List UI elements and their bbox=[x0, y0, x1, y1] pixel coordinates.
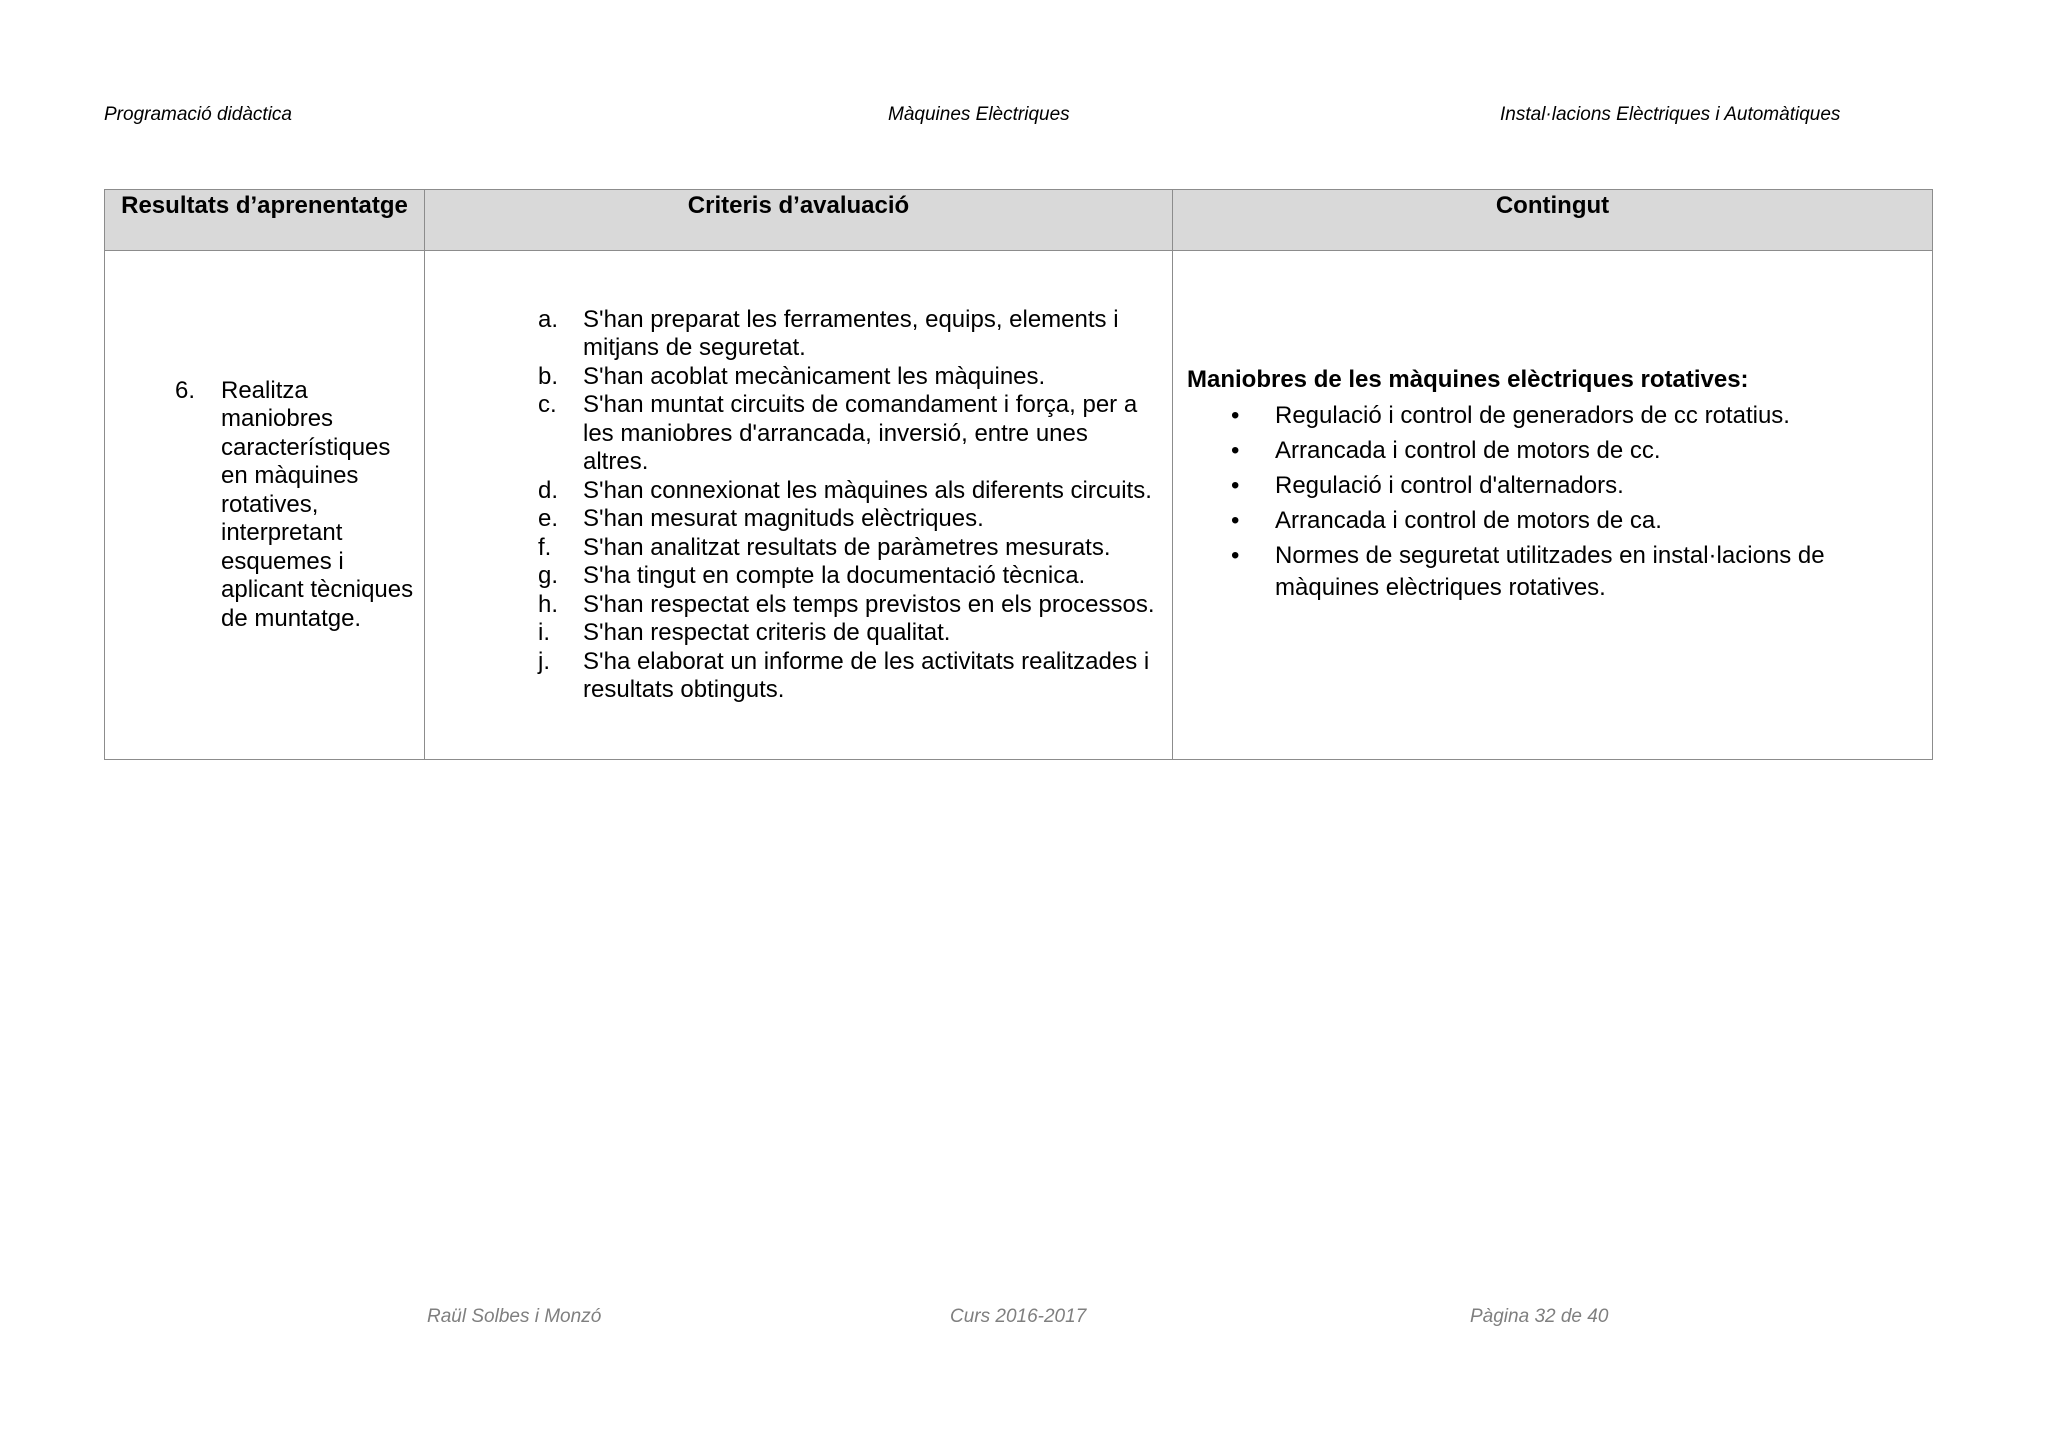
header-results: Resultats d’aprenentatge bbox=[105, 190, 425, 251]
bullet-icon: • bbox=[1231, 506, 1240, 534]
header-criteria: Criteris d’avaluació bbox=[425, 190, 1173, 251]
footer-author: Raül Solbes i Monzó bbox=[427, 1306, 602, 1327]
criteria-letter: d. bbox=[538, 476, 559, 504]
content-heading: Maniobres de les màquines elèctriques rotatives: bbox=[1187, 365, 1749, 393]
bullet-icon: • bbox=[1231, 436, 1240, 464]
bullet-icon: • bbox=[1231, 541, 1240, 569]
criteria-letter: j. bbox=[538, 647, 550, 675]
content-item-text: Regulació i control d'alternadors. bbox=[1275, 471, 1624, 499]
criteria-text: S'han acoblat mecànicament les màquines. bbox=[583, 362, 1046, 390]
criteria-text: S'han preparat les ferramentes, equips, elements i mitjans de seguretat. bbox=[583, 305, 1119, 361]
footer-page-number: Pàgina 32 de 40 bbox=[1470, 1306, 1609, 1327]
list-item bbox=[538, 477, 1158, 506]
content-cell bbox=[1173, 251, 1933, 760]
criteria-letter: h. bbox=[538, 590, 559, 618]
criteria-text: S'han connexionat les màquines als diferents circuits. bbox=[583, 476, 1152, 504]
result-number: 6. bbox=[175, 376, 196, 404]
bullet-icon: • bbox=[1231, 471, 1240, 499]
list-item bbox=[1231, 470, 1918, 502]
table-header-row bbox=[105, 190, 1933, 251]
list-item bbox=[538, 391, 1158, 477]
criteria-letter: g. bbox=[538, 562, 559, 589]
list-item bbox=[538, 648, 1158, 705]
criteria-letter: e. bbox=[538, 505, 559, 532]
criteria-letter: i. bbox=[538, 619, 550, 646]
criteria-letter: c. bbox=[538, 391, 557, 418]
table-row bbox=[105, 251, 1933, 760]
list-item bbox=[538, 363, 1158, 392]
list-item bbox=[1231, 505, 1918, 537]
content-item-text: Arrancada i control de motors de ca. bbox=[1275, 506, 1662, 534]
footer-course: Curs 2016-2017 bbox=[950, 1306, 1087, 1327]
result-text: Realitza maniobres característiques en màquines rotatives, interpretant esquemes i aplicant tècniques de muntatge. bbox=[221, 376, 414, 632]
list-item bbox=[538, 562, 1158, 591]
criteria-text: S'han mesurat magnituds elèctriques. bbox=[583, 505, 984, 532]
criteria-text: S'ha tingut en compte la documentació tècnica. bbox=[583, 562, 1086, 589]
header-left-title: Programació didàctica bbox=[104, 104, 292, 125]
list-item bbox=[538, 505, 1158, 534]
criteria-list bbox=[425, 306, 1172, 705]
criteria-text: S'han respectat criteris de qualitat. bbox=[583, 619, 951, 646]
content-item-text: Regulació i control de generadors de cc rotatius. bbox=[1275, 401, 1790, 429]
learning-outcomes-table bbox=[104, 189, 1933, 760]
criteria-text: S'han analitzat resultats de paràmetres mesurats. bbox=[583, 533, 1111, 561]
header-right-title: Instal·lacions Elèctriques i Automàtiques bbox=[1500, 104, 1841, 125]
header-center-title: Màquines Elèctriques bbox=[888, 104, 1070, 125]
content-item-text: Arrancada i control de motors de cc. bbox=[1275, 436, 1661, 464]
content-item-text: Normes de seguretat utilitzades en instal·lacions de màquines elèctriques rotatives. bbox=[1275, 541, 1825, 601]
list-item bbox=[538, 534, 1158, 563]
criteria-letter: a. bbox=[538, 305, 559, 333]
bullet-icon: • bbox=[1231, 401, 1240, 429]
criteria-text: S'han respectat els temps previstos en els processos. bbox=[583, 590, 1155, 618]
criteria-text: S'ha elaborat un informe de les activitats realitzades i resultats obtinguts. bbox=[583, 647, 1150, 703]
header-content: Contingut bbox=[1173, 190, 1933, 251]
criteria-text: S'han muntat circuits de comandament i força, per a les maniobres d'arrancada, inversió, entre unes altres. bbox=[583, 391, 1138, 475]
criteria-cell bbox=[425, 251, 1173, 760]
list-item bbox=[538, 591, 1158, 620]
list-item bbox=[1231, 540, 1918, 604]
list-item bbox=[1231, 400, 1918, 432]
list-item bbox=[538, 306, 1158, 363]
criteria-letter: b. bbox=[538, 362, 559, 390]
content-list bbox=[1187, 400, 1918, 604]
criteria-letter: f. bbox=[538, 533, 552, 561]
results-cell bbox=[105, 251, 425, 760]
list-item bbox=[538, 619, 1158, 648]
list-item bbox=[1231, 435, 1918, 467]
